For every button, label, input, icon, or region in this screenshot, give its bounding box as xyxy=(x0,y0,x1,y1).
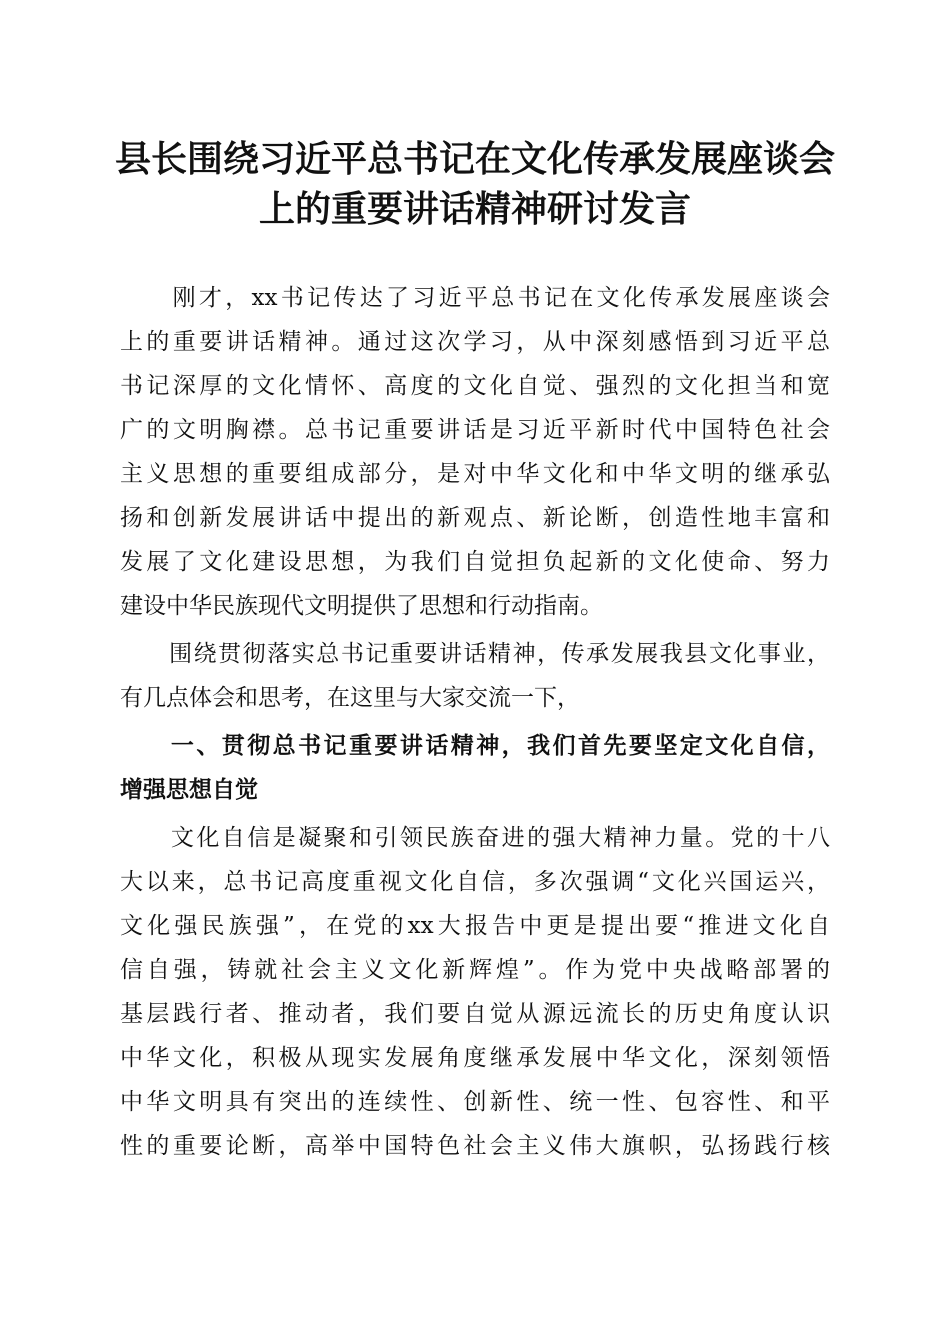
body-line: 扬和创新发展讲话中提出的新观点、新论断，创造性地丰富和 xyxy=(120,505,830,531)
body-line: 文化强民族强”，在党的xx大报告中更是提出要“推进文化自 xyxy=(120,913,830,939)
body-line: 广的文明胸襟。总书记重要讲话是习近平新时代中国特色社会 xyxy=(120,417,830,443)
body-line: 书记深厚的文化情怀、高度的文化自觉、强烈的文化担当和宽 xyxy=(120,373,830,399)
title-line-2: 上的重要讲话精神研讨发言 xyxy=(258,188,691,230)
body-line: 中华文化，积极从现实发展角度继承发展中华文化，深刻领悟 xyxy=(120,1045,830,1071)
body-line: 基层践行者、推动者，我们要自觉从源远流长的历史角度认识 xyxy=(120,1001,830,1027)
body-line: 围绕贯彻落实总书记重要讲话精神，传承发展我县文化事业， xyxy=(120,641,830,667)
body-line: 刚才，xx书记传达了习近平总书记在文化传承发展座谈会 xyxy=(120,285,830,311)
body-line: 大以来，总书记高度重视文化自信，多次强调“文化兴国运兴， xyxy=(120,869,830,895)
body-line: 中华文明具有突出的连续性、创新性、统一性、包容性、和平 xyxy=(120,1089,830,1115)
body-line: 发展了文化建设思想，为我们自觉担负起新的文化使命、努力 xyxy=(120,549,830,575)
body-line: 性的重要论断，高举中国特色社会主义伟大旗帜，弘扬践行核 xyxy=(120,1133,830,1159)
body-line: 有几点体会和思考，在这里与大家交流一下， xyxy=(120,685,580,711)
body-line: 文化自信是凝聚和引领民族奋进的强大精神力量。党的十八 xyxy=(120,825,830,851)
body-line: 上的重要讲话精神。通过这次学习，从中深刻感悟到习近平总 xyxy=(120,329,830,355)
body-line: 建设中华民族现代文明提供了思想和行动指南。 xyxy=(120,593,603,619)
body-line: 信自强，铸就社会主义文化新辉煌”。作为党中央战略部署的 xyxy=(120,957,830,983)
title-line-1: 县长围绕习近平总书记在文化传承发展座谈会 xyxy=(114,138,835,180)
body-line: 主义思想的重要组成部分，是对中华文化和中华文明的继承弘 xyxy=(120,461,830,487)
document-title xyxy=(100,134,850,234)
section-heading-line: 一、贯彻总书记重要讲话精神，我们首先要坚定文化自信， xyxy=(120,733,830,759)
section-heading-line: 增强思想自觉 xyxy=(120,777,258,803)
